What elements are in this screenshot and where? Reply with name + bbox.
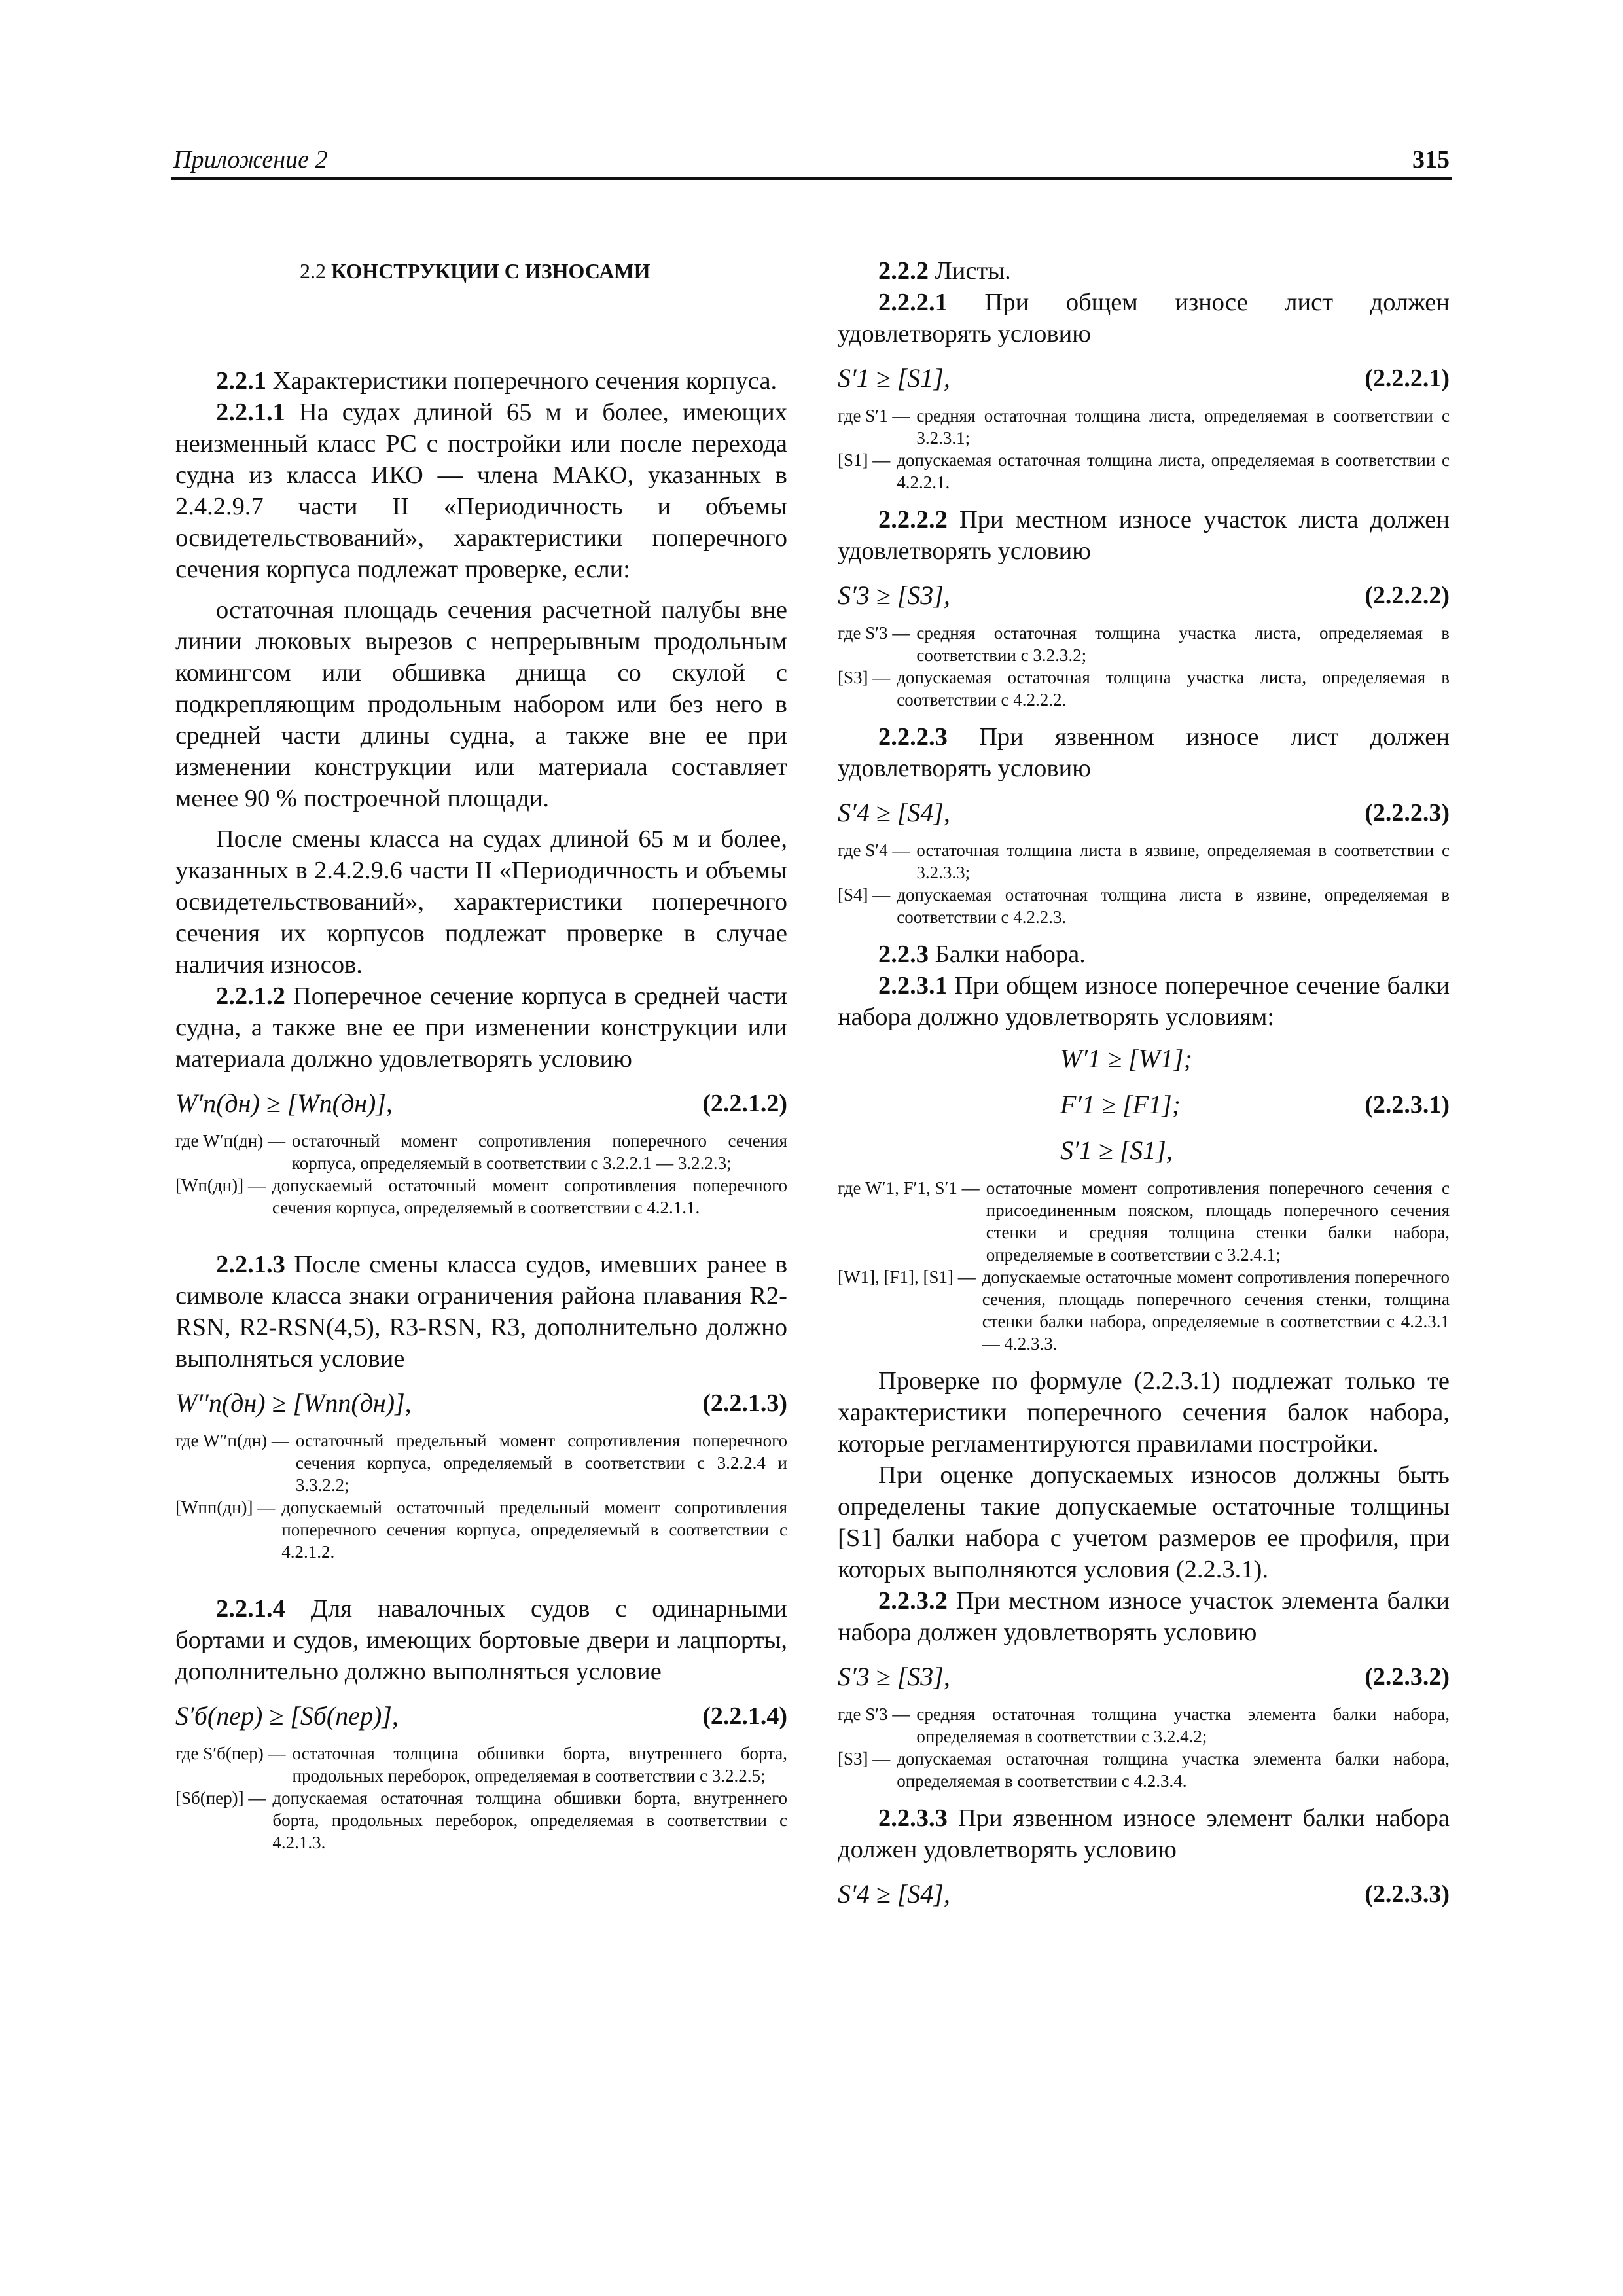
formula-2-2-2-3: S′4 ≥ [S4], (2.2.2.3) [838, 798, 1450, 827]
left-column [175, 255, 787, 1864]
paragraph-2-2-2-1: 2.2.2.1 При общем износе лист должен удовлетворять условию [838, 289, 1450, 348]
header-rule [171, 177, 1452, 180]
paragraph-2-2-2-2: 2.2.2.2 При местном износе участок листа должен удовлетворять условию [838, 506, 1450, 565]
where-block-2-2-1-3: где W′′п(дн) — остаточный предельный момент сопротивления поперечного сечения корпуса, определяемый в соответствии с 3.2.2.4 и 3.3.2.2; [Wпп(дн)] — допускаемый остаточный предельный момент сопротивления поперечного сечения корпуса, определяемый в соответствии с 4.2.1.2. [175, 1431, 787, 1562]
paragraph-after-class-change: После смены класса на судах длиной 65 м и более, указанных в 2.4.2.9.6 части II «Периодичность и объемы освидетельствований», характеристики поперечного сечения их корпусов подлежат проверке в случае наличия износов. [175, 825, 787, 978]
where-block-2-2-2-1: где S′1 — средняя остаточная толщина листа, определяемая в соответствии с 3.2.3.1; [S1] — допускаемая остаточная толщина листа, определяемая в соответствии с 4.2.2.1. [838, 406, 1450, 492]
formula-2-2-3-2: S′3 ≥ [S3], (2.2.3.2) [838, 1662, 1450, 1691]
formula-2-2-3-1-a: W′1 ≥ [W1]; [1060, 1044, 1192, 1073]
where-block-2-2-3-1: где W′1, F′1, S′1 — остаточные момент сопротивления поперечного сечения с присоединенным пояском, площадь поперечного сечения стенки и средняя толщина стенки балки набора, определяемые в соответствии с 3.2.4.1; [W1], [F1], [S1] — допускаемые остаточные момент сопротивления поперечного сечения, площадь поперечного сечения стенки, толщина стенки балки набора, определяемые в соответствии с 4.2.3.1 — 4.2.3.3. [838, 1178, 1450, 1354]
formula-2-2-1-4: S′б(пер) ≥ [Sб(пер)], (2.2.1.4) [175, 1701, 787, 1731]
paragraph-2-2-1: 2.2.1 Характеристики поперечного сечения корпуса. [216, 367, 777, 395]
section-number: 2.2 [300, 259, 326, 283]
where-block-2-2-2-2: где S′3 — средняя остаточная толщина участка листа, определяемая в соответствии с 3.2.3.2; [S3] — допускаемая остаточная толщина участка листа, определяемая в соответствии с 4.2.2.2. [838, 623, 1450, 709]
paragraph-2-2-3-2: 2.2.3.2 При местном износе участок элемента балки набора должен удовлетворять условию [838, 1587, 1450, 1646]
section-title [300, 255, 787, 287]
formula-2-2-3-1-b: F′1 ≥ [F1]; (2.2.3.1) [1060, 1090, 1450, 1119]
formula-2-2-3-3: S′4 ≥ [S4], (2.2.3.3) [838, 1879, 1450, 1909]
formula-2-2-3-1-c: S′1 ≥ [S1], [1060, 1136, 1173, 1165]
running-title: Приложение 2 [173, 146, 328, 173]
formula-2-2-2-2: S′3 ≥ [S3], (2.2.2.2) [838, 581, 1450, 610]
formula-2-2-1-3: W′′п(дн) ≥ [Wпп(дн)], (2.2.1.3) [175, 1388, 787, 1418]
paragraph-2-2-1-4: 2.2.1.4 Для навалочных судов с одинарными бортами и судов, имеющих бортовые двери и лацпорты, дополнительно должно выполняться условие [175, 1595, 787, 1685]
right-column [838, 255, 1450, 1920]
paragraph-2-2-1-3: 2.2.1.3 После смены класса судов, имевших ранее в символе класса знаки ограничения района плавания R2-RSN, R2-RSN(4,5), R3-RSN, R3, дополнительно должно выполняться условие [175, 1251, 787, 1372]
where-block-2-2-1-4: где S′б(пер) — остаточная толщина обшивки борта, внутреннего борта, продольных переборок, определяемая в соответствии с 3.2.2.5; [Sб(пер)] — допускаемая остаточная толщина обшивки борта, внутреннего борта, продольных переборок, определяемая в соответствии с 4.2.1.3. [175, 1744, 787, 1852]
paragraph-2-2-3-1: 2.2.3.1 При общем износе поперечное сечение балки набора должно удовлетворять условиям: [838, 972, 1450, 1031]
paragraph-evaluation: При оценке допускаемых износов должны быть определены такие допускаемые остаточные толщины [S1] балки набора с учетом размеров ее профиля, при которых выполняются условия (2.2.3.1). [838, 1462, 1450, 1583]
paragraph-2-2-3: 2.2.3 Балки набора. [878, 941, 1086, 968]
where-block-2-2-2-3: где S′4 — остаточная толщина листа в язвине, определяемая в соответствии с 3.2.3.3; [S4] — допускаемая остаточная толщина листа в язвине, определяемая в соответствии с 4.2.2.3. [838, 840, 1450, 927]
paragraph-2-2-3-3: 2.2.3.3 При язвенном износе элемент балки набора должен удовлетворять условию [838, 1804, 1450, 1863]
paragraph-check-formula: Проверке по формуле (2.2.3.1) подлежат только те характеристики поперечного сечения балок набора, которые регламентируются правилами постройки. [838, 1367, 1450, 1458]
where-block-2-2-1-2: где W′п(дн) — остаточный момент сопротивления поперечного сечения корпуса, определяемый в соответствии с 3.2.2.1 — 3.2.2.3; [Wп(дн)] — допускаемый остаточный момент сопротивления поперечного сечения корпуса, определяемый в соответствии с 4.2.1.1. [175, 1131, 787, 1217]
where-block-2-2-3-2: где S′3 — средняя остаточная толщина участка элемента балки набора, определяемая в соответствии с 3.2.4.2; [S3] — допускаемая остаточная толщина участка элемента балки набора, определяемая в соответствии с 4.2.3.4. [838, 1704, 1450, 1791]
paragraph-2-2-1-2: 2.2.1.2 Поперечное сечение корпуса в средней части судна, а также вне ее при изменении конструкции или материала должно удовлетворять условию [175, 982, 787, 1073]
formula-2-2-2-1: S′1 ≥ [S1], (2.2.2.1) [838, 363, 1450, 393]
formula-2-2-1-2: W′п(дн) ≥ [Wп(дн)], (2.2.1.2) [175, 1088, 787, 1118]
paragraph-2-2-2-3: 2.2.2.3 При язвенном износе лист должен удовлетворять условию [838, 723, 1450, 782]
paragraph-2-2-1-1: 2.2.1.1 На судах длиной 65 м и более, имеющих неизменный класс РС с постройки или после перехода судна из класса ИКО — члена МАКО, указанных в 2.4.2.9.7 части II «Периодичность и объемы освидетельствований», характеристики поперечного сечения корпуса подлежат проверке, если: [175, 399, 787, 583]
page-header [173, 145, 1450, 179]
page-number: 315 [1412, 146, 1450, 173]
paragraph-condition: остаточная площадь сечения расчетной палубы вне линии люковых вырезов с непрерывным продольным комингсом или обшивка днища со скулой с подкрепляющим продольным набором или без него в средней части длины судна, а также вне ее при изменении конструкции или материала составляет менее 90 % построечной площади. [175, 596, 787, 812]
section-heading: КОНСТРУКЦИИ С ИЗНОСАМИ [331, 259, 651, 283]
paragraph-2-2-2: 2.2.2 Листы. [878, 257, 1011, 285]
